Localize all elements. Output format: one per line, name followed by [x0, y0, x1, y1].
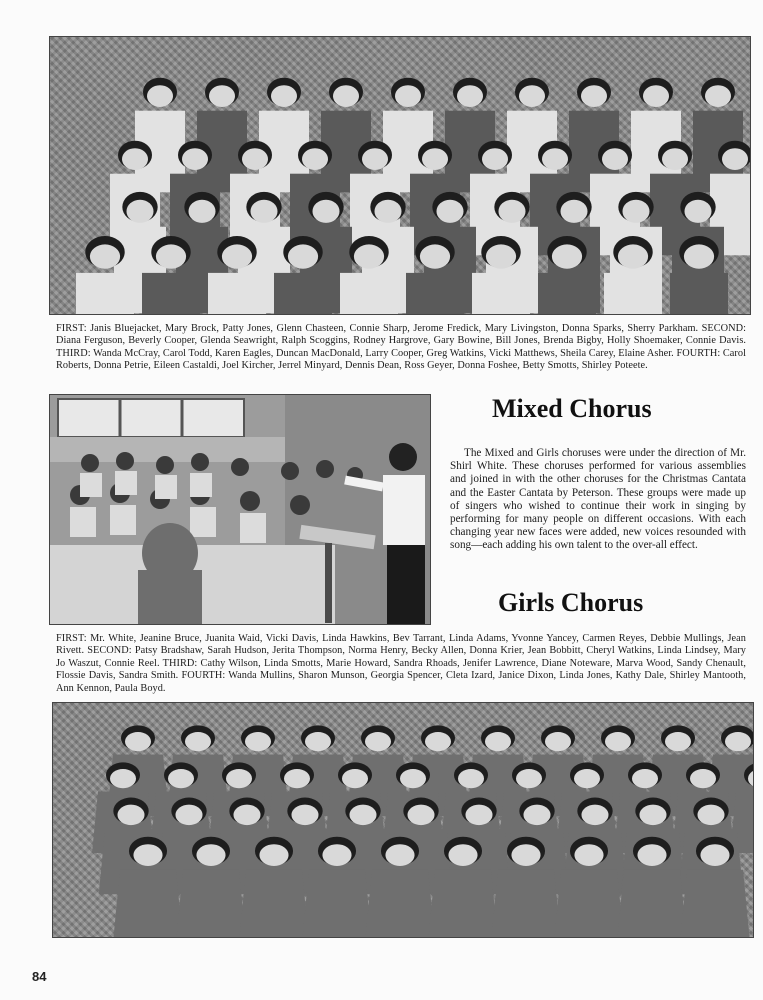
mixed-chorus-heading: Mixed Chorus — [492, 394, 652, 423]
girls-chorus-group-photo — [52, 702, 754, 938]
chorus-description-paragraph: The Mixed and Girls choruses were under the direction of Mr. Shirl White. These choruses performed for various assemblies and joined in with the other choruses for the Christmas Cantata and the Easter Cantata by Peterson. These groups were made up of singers who wished to continue their work in singing by performing for many people on different occasions. With each changing year new faces were added, new voices resounded with song—each adding his own talent to the over-all effect. — [450, 447, 746, 552]
girls-chorus-caption: FIRST: Mr. White, Jeanine Bruce, Juanita Waid, Vicki Davis, Linda Hawkins, Bev Tarrant, Linda Adams, Yvonne Yancey, Carmen Reyes, Debbie Mullings, Jean Rivett. SECOND: Patsy Bradshaw, Sarah Hudson, Jerita Thompson, Norma Henry, Becky Allen, Donna Krier, Jean Bobbitt, Cheryl Watkins, Linda Lindsey, Mary Jo Waszut, Connie Reel. THIRD: Cathy Wilson, Linda Smotts, Marie Howard, Sandra Rhoads, Jenifer Lawrence, Diane Noteware, Marva Wood, Sandy Chenault, Flossie Davis, Sandra Smith. FOURTH: Wanda Mullins, Sharon Munson, Georgia Spencer, Cleta Izard, Janice Dixon, Linda Jones, Kathy Dale, Shirley Mantooth, Ann Kennon, Paula Boyd. — [56, 633, 746, 694]
girls-chorus-heading: Girls Chorus — [498, 588, 644, 617]
mixed-chorus-group-photo — [49, 36, 751, 315]
mixed-chorus-caption: FIRST: Janis Bluejacket, Mary Brock, Patty Jones, Glenn Chasteen, Connie Sharp, Jerome Fredick, Mary Livingston, Donna Sparks, Sherry Parkham. SECOND: Diana Ferguson, Beverly Cooper, Glenda Seawright, Ralph Scoggins, Rodney Hargrove, Gary Bowine, Bill Jones, Brenda Bigby, Holly Shoemaker, Connie Davis. THIRD: Wanda McCray, Carol Todd, Karen Eagles, Duncan MacDonald, Larry Cooper, Greg Watkins, Vicki Matthews, Sheila Carey, Elaine Asher. FOURTH: Carol Roberts, Donna Petrie, Eileen Castaldi, Joel Kircher, Jerrel Minyard, Dennis Dean, Ross Geyer, Donna Foshee, Betty Smotts, Shirley Poteete. — [56, 323, 746, 372]
chorus-rehearsal-photo — [49, 394, 431, 625]
page-number: 84 — [32, 969, 47, 984]
